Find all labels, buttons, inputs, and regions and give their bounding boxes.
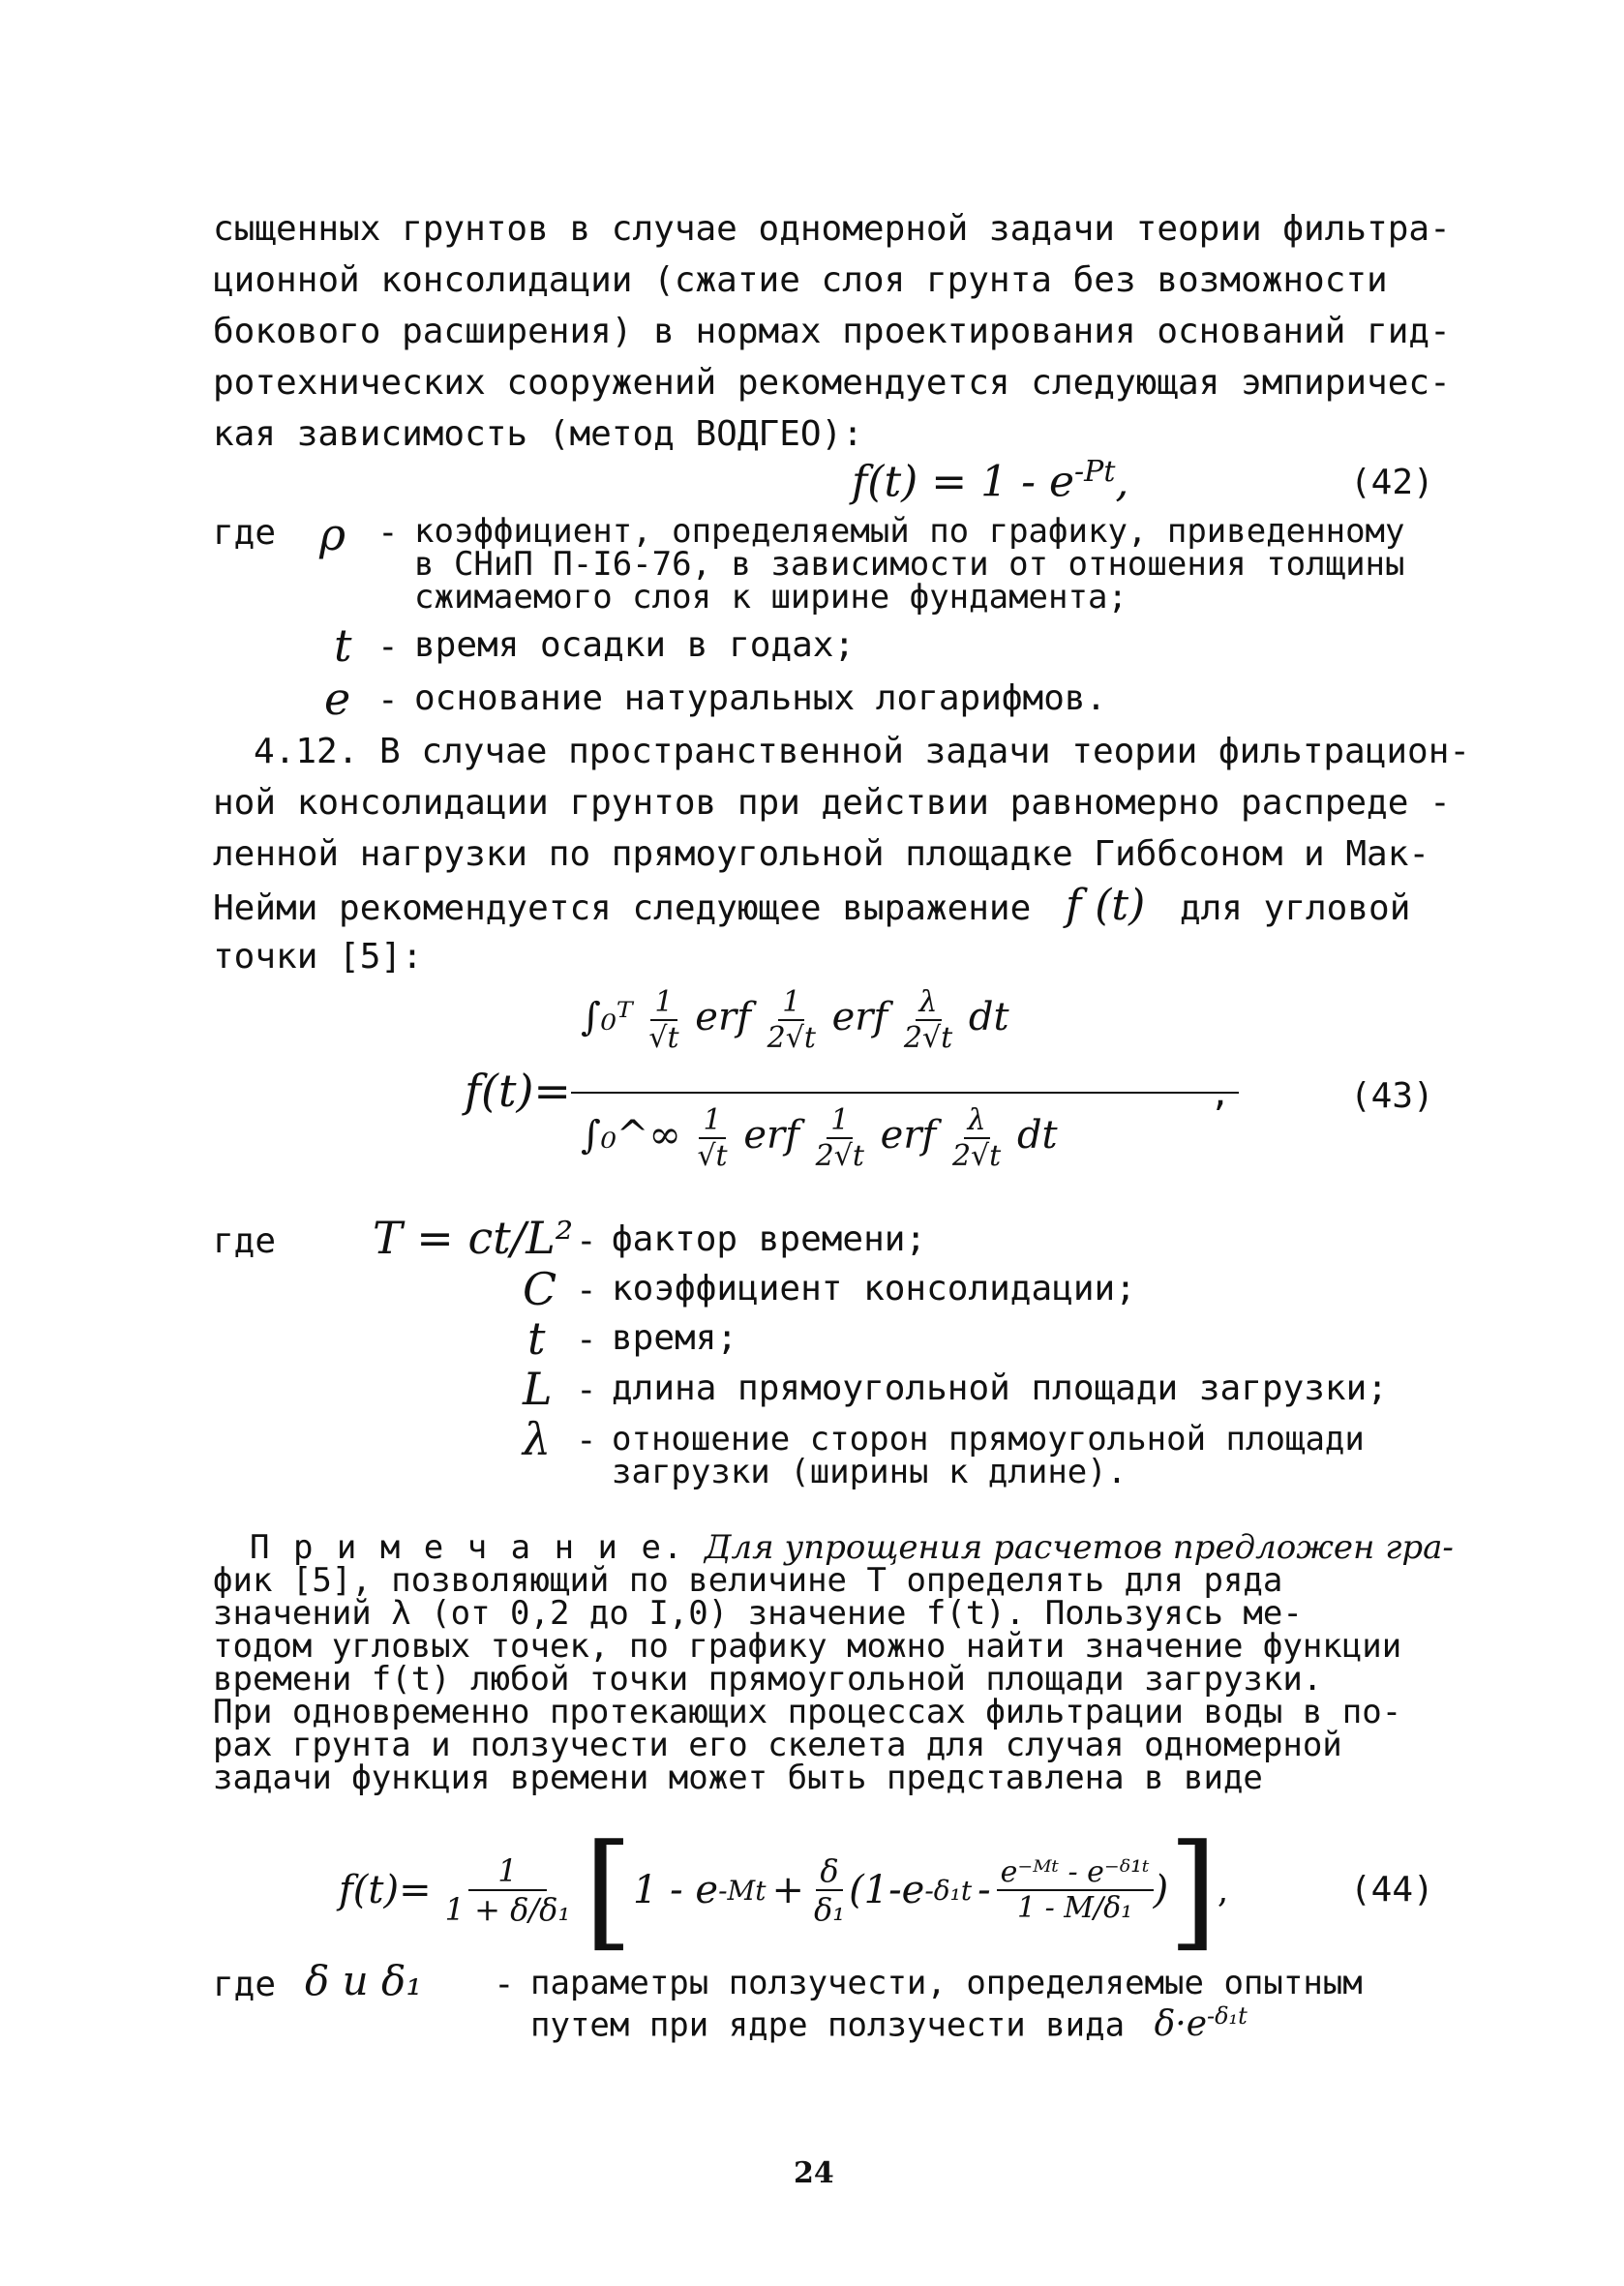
where-2-C-def: коэффициент консолидации;	[612, 1269, 1136, 1308]
where-2-symbol-C: C	[523, 1263, 557, 1315]
eq44-paren-open: (1-e	[849, 1868, 925, 1912]
where-2-word: где	[213, 1221, 277, 1261]
where-1-dash-1: -	[377, 513, 399, 553]
eq43-lhs: f(t)=	[465, 1065, 571, 1117]
where-2-symbol-t: t	[527, 1312, 546, 1365]
paragraph-1-line-1: сыщенных грунтов в случае одномерной задачи теории фильтра-	[213, 209, 1451, 249]
eq42-tail: ,	[1115, 457, 1129, 507]
where-2-symbol-T: T = ct/L²	[373, 1212, 574, 1264]
where-1-rho-line-2: в СНиП П-I6-76, в зависимости от отношения толщины	[414, 545, 1405, 584]
equation-44-number: (44)	[1350, 1870, 1434, 1910]
eq42-exponent: -Pt	[1074, 455, 1116, 489]
where-2-symbol-L: L	[523, 1363, 553, 1415]
eq43-num-frac-2: $\frac{1}{2√t}$	[767, 985, 816, 1055]
eq43-den-dt: dt	[1016, 1113, 1058, 1158]
where-2-dash-4: -	[576, 1370, 597, 1410]
equation-43-number: (43)	[1350, 1076, 1434, 1116]
eq43-numerator	[581, 985, 1009, 1055]
where-1-symbol-t: t	[334, 619, 352, 672]
equation-42	[852, 455, 1128, 507]
where-2-dash-5: -	[576, 1421, 597, 1460]
eq43-tail: ,	[1210, 1074, 1231, 1114]
where-3-symbols: δ и δ₁	[305, 1957, 423, 2004]
where-1-e-def: основание натуральных логарифмов.	[414, 678, 1107, 718]
paragraph-2-line-1: 4.12. В случае пространственной задачи теории фильтрацион-	[254, 732, 1471, 771]
where-2-dash-1: -	[576, 1221, 597, 1261]
eq43-den-frac-1: $\frac{1}{√t}$	[697, 1103, 728, 1173]
paragraph-1-line-5: кая зависимость (метод ВОДГЕО):	[213, 414, 863, 454]
eq44-minus: -	[977, 1868, 991, 1912]
note-line-2: фик [5], позволяющий по величине T определять для ряда	[213, 1561, 1283, 1600]
equation-44	[339, 1818, 1228, 1963]
eq44-b1: 1 - e	[632, 1868, 719, 1912]
eq44-delta-frac: $\frac{\delta}{\text{δ₁}}$	[813, 1852, 846, 1928]
where-1-symbol-e: e	[324, 673, 351, 725]
eq44-right-bracket: ]	[1168, 1817, 1218, 1964]
note-line-1	[250, 1528, 1454, 1567]
eq43-den-frac-2: $\frac{1}{2√t}$	[815, 1103, 864, 1173]
where-2-L-def: длина прямоугольной площади загрузки;	[612, 1369, 1388, 1408]
eq43-den-erf-2: erf	[880, 1113, 937, 1158]
eq42-lhs: f(t) = 1 - e	[852, 457, 1075, 507]
where-2-t-def: время;	[612, 1318, 738, 1358]
eq44-e2: -δ₁t	[924, 1874, 973, 1907]
eq43-denominator	[581, 1103, 1058, 1173]
where-1-word: где	[213, 513, 277, 553]
eq43-num-frac-1: $\frac{1}{√t}$	[648, 985, 679, 1055]
note-line-3: значений λ (от 0,2 до I,0) значение f(t). Пользуясь ме-	[213, 1594, 1303, 1633]
paragraph-2-line-4	[213, 880, 1410, 934]
paragraph-2-line-4-end: для угловой	[1179, 888, 1411, 928]
eq44-left-bracket: [	[584, 1817, 633, 1964]
where-3-kernel-exp: -δ₁t	[1207, 2002, 1248, 2030]
note-line-5: времени f(t) любой точки прямоугольной площади загрузки.	[213, 1660, 1323, 1699]
where-2-lambda-line-1: отношение сторон прямоугольной площади	[612, 1420, 1365, 1459]
eq44-paren-close: )	[1153, 1868, 1169, 1912]
eq43-den-integral: ∫₀^∞	[581, 1113, 681, 1158]
where-2-dash-3: -	[576, 1320, 597, 1360]
paragraph-1-line-2: ционной консолидации (сжатие слоя грунта без возможности	[213, 260, 1388, 300]
where-3-dash: -	[494, 1965, 515, 2004]
eq44-plus: +	[771, 1868, 804, 1912]
equation-42-number: (42)	[1350, 463, 1434, 502]
eq44-e1: -Mt	[718, 1874, 767, 1907]
where-3-line-1: параметры ползучести, определяемые опытным	[530, 1964, 1363, 2002]
note-title: П р и м е ч а н и е.	[250, 1528, 685, 1567]
where-1-rho-line-3: сжимаемого слоя к ширине фундамента;	[414, 578, 1128, 617]
paragraph-2-function: f (t)	[1065, 881, 1146, 930]
eq43-num-erf-1: erf	[695, 995, 751, 1039]
where-1-dash-3: -	[377, 680, 399, 720]
eq43-fraction-bar	[571, 1092, 1239, 1094]
where-1-t-def: время осадки в годах;	[414, 625, 856, 665]
page-number: 24	[794, 2156, 834, 2190]
eq43-num-frac-3: $\frac{\lambda}{2√t}$	[903, 985, 953, 1055]
eq43-num-integral: ∫₀ᵀ	[581, 995, 633, 1039]
paragraph-2-line-5: точки [5]:	[213, 937, 423, 977]
where-1-dash-2: -	[377, 627, 399, 667]
eq43-den-erf-1: erf	[743, 1113, 799, 1158]
where-1-symbol-rho: ρ	[319, 508, 346, 560]
where-3-kernel: δ·e	[1154, 2004, 1207, 2045]
paragraph-2-line-3: ленной нагрузки по прямоугольной площадке Гиббсоном и Мак-	[213, 834, 1430, 874]
paragraph-1-line-3: бокового расширения) в нормах проектирования оснований гид-	[213, 312, 1451, 351]
eq43-num-dt: dt	[968, 995, 1009, 1039]
note-line-4: тодом угловых точек, по графику можно найти значение функции	[213, 1627, 1402, 1666]
paragraph-2-line-2: ной консолидации грунтов при действии равномерно распреде -	[213, 783, 1451, 823]
where-3-line-2-text: путем при ядре ползучести вида	[530, 2005, 1126, 2045]
note-line-1-text: Для упрощения расчетов предложен гра-	[704, 1528, 1454, 1567]
paragraph-1-line-4: ротехнических сооружений рекомендуется следующая эмпиричес-	[213, 363, 1451, 403]
note-line-8: задачи функция времени может быть представлена в виде	[213, 1759, 1263, 1797]
where-2-symbol-lambda: λ	[523, 1413, 552, 1465]
eq43-den-frac-3: $\frac{\lambda}{2√t}$	[951, 1103, 1002, 1173]
eq44-prefactor: $\frac{1}{\text{1 + δ/δ₁}}$	[444, 1852, 571, 1928]
where-1-rho-line-1: коэффициент, определяемый по графику, приведенному	[414, 512, 1405, 551]
where-2-dash-2: -	[576, 1271, 597, 1310]
where-2-lambda-line-2: загрузки (ширины к длине).	[612, 1453, 1128, 1491]
paragraph-2-line-4-text: Нейми рекомендуется следующее выражение	[213, 888, 1032, 928]
note-line-6: При одновременно протекающих процессах фильтрации воды в по-	[213, 1693, 1402, 1731]
where-2-T-def: фактор времени;	[612, 1219, 927, 1259]
note-line-7: рах грунта и ползучести его скелета для случая одномерной	[213, 1726, 1342, 1764]
where-3-word: где	[213, 1965, 277, 2004]
eq44-lhs: f(t)=	[339, 1868, 432, 1912]
equation-43	[465, 978, 1239, 1200]
eq44-tail: ,	[1217, 1870, 1229, 1910]
where-3-line-2	[530, 2000, 1248, 2045]
eq44-inner-frac: $\frac{\text{e⁻ᴹᵗ - e⁻ᵟ¹ᵗ}}{\text{1 - M/δ₁}}$	[997, 1855, 1154, 1925]
eq43-num-erf-2: erf	[831, 995, 888, 1039]
